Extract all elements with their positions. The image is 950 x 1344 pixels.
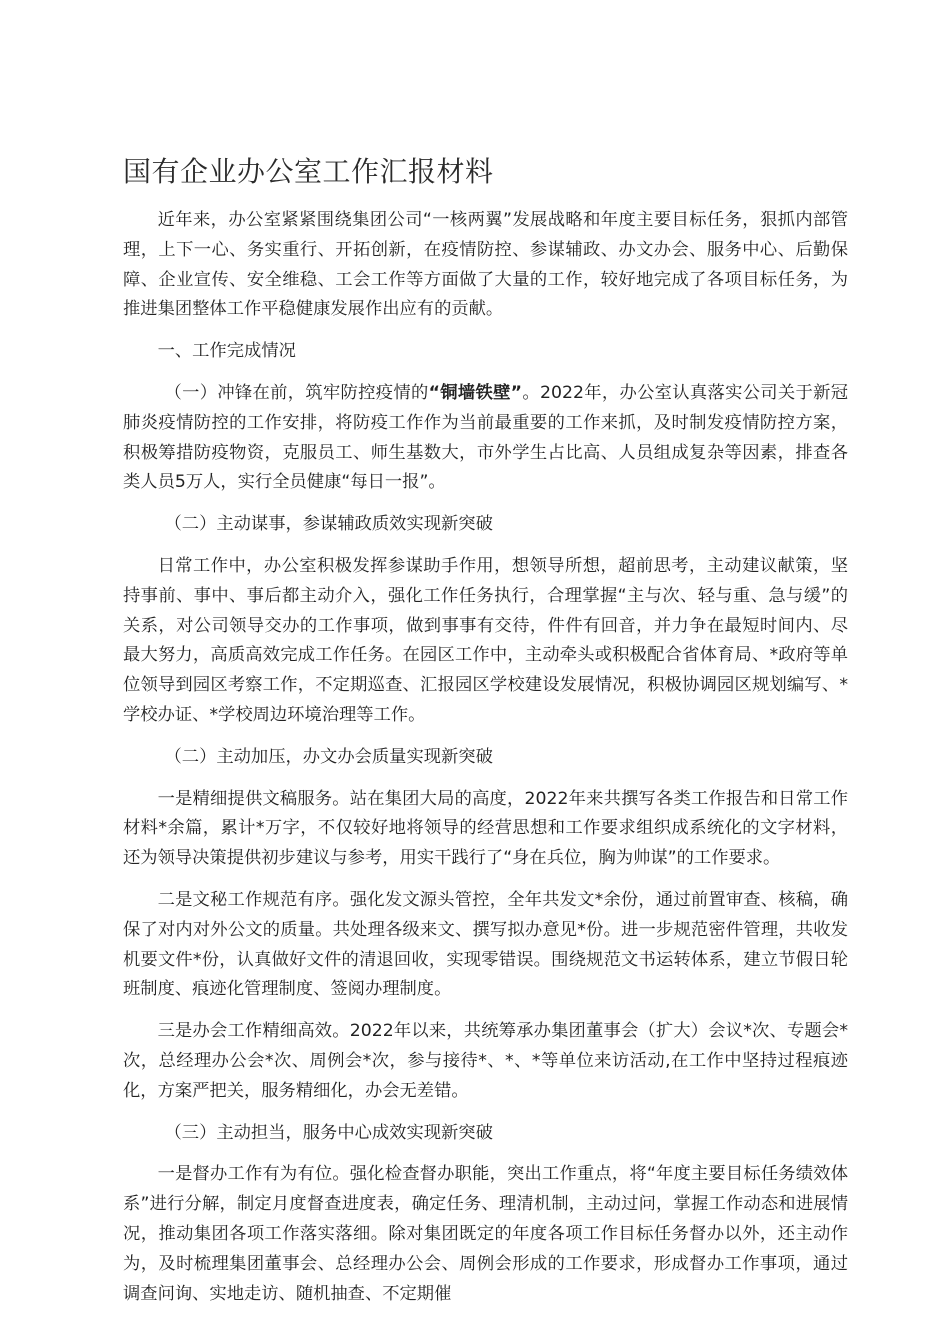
secretarial-paragraph: 二是文秘工作规范有序。强化发文源头管控，全年共发文*余份，通过前置审查、核稿，确保了对内对外公文的质量。共处理各级来文、撰写拟办意见*份。进一步规范密件管理，共收发机要文件*份，认真做好文件的清退回收，实现零错误。围绕规范文书运转体系，建立节假日轮班制度、痕迹化管理制度、签阅办理制度。 — [123, 889, 848, 1000]
section-heading-work-completion: 一、工作完成情况 — [157, 341, 296, 362]
epidemic-control-paragraph — [123, 379, 848, 498]
supervision-paragraph: 一是督办工作有为有位。强化检查督办职能，突出工作重点，将“年度主要目标任务绩效体系”进行分解，制定月度督查进度表，确定任务、理清机制，主动过问，掌握工作动态和进展情况，推动集团各项工作落实落细。除对集团既定的年度各项工作目标任务督办以外，还主动作为，及时梳理集团董事会、总经理办公会、周例会形成的工作要求，形成督办工作事项，通过调查问询、实地走访、随机抽查、不定期催 — [123, 1164, 848, 1304]
epidemic-control-label: （一）冲锋在前，筑牢防控疫情的 — [164, 382, 429, 403]
advisory-paragraph: 日常工作中，办公室积极发挥参谋助手作用，想领导所想，超前思考，主动建议献策，坚持事前、事中、事后都主动介入，强化工作任务执行，合理掌握“主与次、轻与重、急与缓”的关系，对公司领导交办的工作事项，做到事事有交待，件件有回音，并力争在最短时间内、尽最大努力，高质高效完成工作任务。在园区工作中，主动牵头或积极配合省体育局、*政府等单位领导到园区考察工作，不定期巡查、汇报园区学校建设发展情况，积极协调园区规划编写、*学校办证、*学校周边环境治理等工作。 — [123, 555, 848, 725]
meeting-work-paragraph: 三是办会工作精细高效。2022年以来，共统筹承办集团董事会（扩大）会议*次、专题会*次，总经理办公会*次、周例会*次，参与接待*、*、*等单位来访活动,在工作中坚持过程痕迹化，方案严把关，服务精细化，办会无差错。 — [123, 1021, 848, 1101]
epidemic-control-text: 。2022年，办公室认真落实公司关于新冠肺炎疫情防控的工作安排，将防疫工作作为当前最重要的工作来抓，及时制发疫情防控方案，积极筹措防疫物资，克服员工、师生基数大，市外学生占比高、人员组成复杂等因素，排查各类人员5万人，实行全员健康“每日一报”。 — [123, 382, 848, 493]
advisory-heading: （二）主动谋事，参谋辅政质效实现新突破 — [164, 514, 493, 535]
service-center-heading: （三）主动担当，服务中心成效实现新突破 — [164, 1122, 493, 1143]
document-body — [123, 206, 848, 1321]
document-service-paragraph: 一是精细提供文稿服务。站在集团大局的高度，2022年来共撰写各类工作报告和日常工作材料*余篇，累计*万字，不仅较好地将领导的经营思想和工作要求组织成系统化的文字材料，还为领导决策提供初步建议与参考，用实干践行了“身在兵位，胸为帅谋”的工作要求。 — [123, 788, 848, 869]
epidemic-control-emphasis: “铜墙铁壁” — [428, 382, 523, 403]
document-title: 国有企业办公室工作汇报材料 — [123, 155, 494, 188]
intro-paragraph: 近年来，办公室紧紧围绕集团公司“一核两翼”发展战略和年度主要目标任务，狠抓内部管理，上下一心、务实重行、开拓创新，在疫情防控、参谋辅政、办文办会、服务中心、后勤保障、企业宣传、安全维稳、工会工作等方面做了大量的工作，较好地完成了各项目标任务，为推进集团整体工作平稳健康发展作出应有的贡献。 — [123, 210, 848, 320]
documents-meetings-heading: （二）主动加压，办文办会质量实现新突破 — [164, 746, 493, 767]
